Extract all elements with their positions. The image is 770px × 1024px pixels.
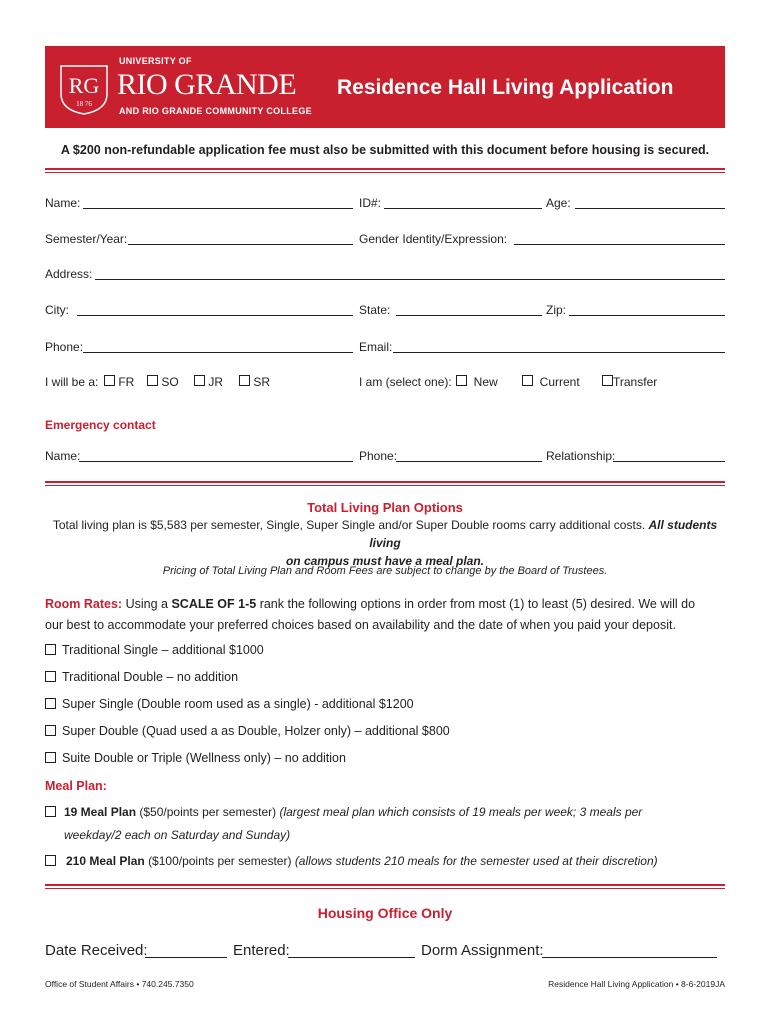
footer-right: Residence Hall Living Application • 8-6-2019JA (548, 979, 725, 989)
meal-plan-19: 19 Meal Plan ($50/points per semester) (largest meal plan which consists of 19 meals per week; 3 meals per weekday/2 each on Saturday and Sunday) (45, 801, 735, 847)
checkbox-box[interactable] (45, 671, 56, 682)
checkbox-transfer[interactable]: Transfer (602, 375, 657, 389)
room-option[interactable]: Super Single (Double room used as a single) - additional $1200 (45, 697, 414, 711)
room-option[interactable]: Suite Double or Triple (Wellness only) – no addition (45, 751, 346, 765)
divider (45, 884, 725, 886)
semester-field[interactable] (128, 233, 353, 245)
divider (45, 485, 725, 486)
meal-plan-heading: Meal Plan: (45, 779, 107, 793)
zip-label: Zip: (546, 303, 567, 317)
divider (45, 481, 725, 483)
gender-label: Gender Identity/Expression: (359, 232, 508, 246)
email-label: Email: (359, 340, 393, 354)
dorm-assignment-label: Dorm Assignment: (421, 942, 544, 959)
room-option[interactable]: Super Double (Quad used a as Double, Holzer only) – additional $800 (45, 724, 450, 738)
age-label: Age: (546, 196, 571, 210)
gender-field[interactable] (514, 233, 725, 245)
class-year-label: I will be a: (45, 375, 99, 389)
seal-year: 18 76 (76, 100, 92, 108)
address-field[interactable] (95, 268, 725, 280)
checkbox-current[interactable]: Current (522, 375, 580, 389)
checkbox-box[interactable] (45, 725, 56, 736)
checkbox-sr[interactable]: SR (239, 375, 270, 389)
checkbox-box[interactable] (45, 855, 56, 866)
age-field[interactable] (575, 197, 725, 209)
name-label: Name: (45, 196, 81, 210)
fee-notice: A $200 non-refundable application fee must also be submitted with this document before housing is secured. (60, 143, 710, 157)
emergency-phone-label: Phone: (359, 449, 398, 463)
state-field[interactable] (396, 304, 542, 316)
checkbox-box[interactable] (602, 375, 613, 386)
divider (45, 888, 725, 889)
checkbox-box[interactable] (45, 698, 56, 709)
dorm-assignment-field[interactable] (542, 945, 717, 958)
living-plan-title: Total Living Plan Options (307, 500, 463, 515)
checkbox-box[interactable] (45, 644, 56, 655)
state-label: State: (359, 303, 391, 317)
divider (45, 172, 725, 173)
page-title: Residence Hall Living Application (337, 76, 674, 99)
checkbox-jr[interactable]: JR (194, 375, 223, 389)
university-logo (57, 56, 312, 120)
checkbox-box[interactable] (45, 806, 56, 817)
header-banner (45, 46, 725, 128)
relationship-label: Relationship: (546, 449, 616, 463)
phone-label: Phone: (45, 340, 84, 354)
emergency-name-label: Name: (45, 449, 81, 463)
entered-label: Entered: (233, 942, 290, 959)
entered-field[interactable] (288, 945, 415, 958)
room-option[interactable]: Traditional Single – additional $1000 (45, 643, 264, 657)
checkbox-box[interactable] (147, 375, 158, 386)
room-option[interactable]: Traditional Double – no addition (45, 670, 238, 684)
office-use-title: Housing Office Only (317, 905, 453, 921)
logo-bottom-text: AND RIO GRANDE COMMUNITY COLLEGE (119, 106, 312, 116)
checkbox-box[interactable] (104, 375, 115, 386)
seal-letters: RG (68, 73, 100, 98)
checkbox-box[interactable] (194, 375, 205, 386)
logo-top-text: UNIVERSITY OF (119, 56, 192, 66)
meal-plan-210: 210 Meal Plan ($100/points per semester) (allows students 210 meals for the semester used at their discretion) (45, 854, 735, 868)
divider (45, 168, 725, 170)
checkbox-fr[interactable]: FR (104, 375, 134, 389)
date-received-label: Date Received: (45, 942, 148, 959)
checkbox-so[interactable]: SO (147, 375, 179, 389)
student-status-label: I am (select one): (359, 375, 452, 389)
id-field[interactable] (384, 197, 542, 209)
email-field[interactable] (393, 341, 725, 353)
zip-field[interactable] (569, 304, 725, 316)
room-rates-intro: Room Rates: Using a SCALE OF 1-5 rank the following options in order from most (1) to least (5) desired. We will do our best to accommodate your preferred choices based on availability and the date of when you paid your deposit. (45, 597, 696, 632)
checkbox-box[interactable] (239, 375, 250, 386)
checkbox-box[interactable] (522, 375, 533, 386)
footer-left: Office of Student Affairs • 740.245.7350 (45, 979, 194, 989)
id-label: ID#: (359, 196, 382, 210)
emergency-phone-field[interactable] (396, 450, 542, 462)
semester-label: Semester/Year: (45, 232, 128, 246)
city-field[interactable] (77, 304, 353, 316)
pricing-note: Pricing of Total Living Plan and Room Fees are subject to change by the Board of Trustees. (162, 565, 608, 577)
name-field[interactable] (83, 197, 353, 209)
checkbox-new[interactable]: New (456, 375, 498, 389)
address-label: Address: (45, 267, 93, 281)
logo-main-text: RIO GRANDE (117, 68, 297, 101)
date-received-field[interactable] (145, 945, 227, 958)
emergency-heading: Emergency contact (45, 418, 156, 432)
checkbox-box[interactable] (456, 375, 467, 386)
city-label: City: (45, 303, 69, 317)
relationship-field[interactable] (613, 450, 725, 462)
checkbox-box[interactable] (45, 752, 56, 763)
living-plan-description: Total living plan is $5,583 per semester, Single, Super Single and/or Super Double rooms carry additional costs. All students living on campus must have a meal plan. (52, 518, 718, 568)
rg-seal-icon (57, 60, 111, 116)
emergency-name-field[interactable] (79, 450, 353, 462)
phone-field[interactable] (83, 341, 353, 353)
